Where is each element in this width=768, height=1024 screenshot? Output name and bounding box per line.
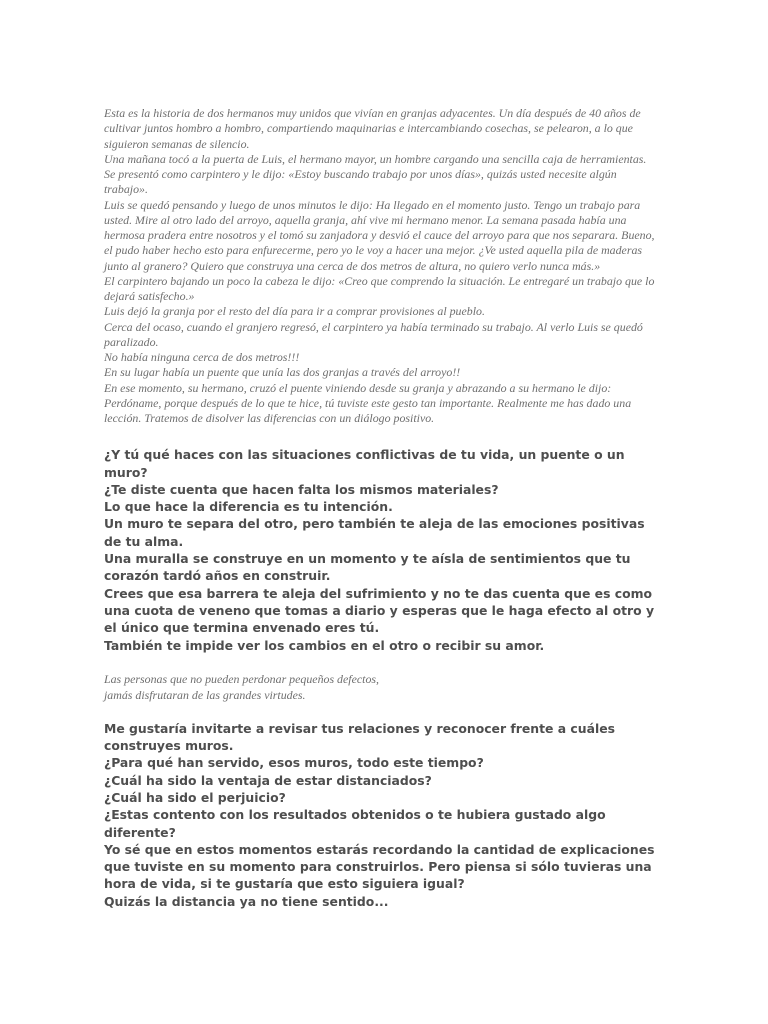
- invitation-line: Quizás la distancia ya no tiene sentido...: [104, 893, 389, 909]
- quote-block: [104, 671, 660, 703]
- reflection-questions: [104, 446, 660, 654]
- story-paragraph: Una mañana tocó a la puerta de Luis, el hermano mayor, un hombre cargando una sencilla caja de herramientas. Se presentó como carpintero y le dijo: «Estoy buscando trabajo por unos días», quizás usted necesite algún trabajo».: [104, 151, 647, 197]
- invitation-line: ¿Estas contento con los resultados obtenidos o te hubiera gustado algo diferente?: [104, 807, 606, 840]
- reflection-line: Crees que esa barrera te aleja del sufrimiento y no te das cuenta que es como una cuota de veneno que tomas a diario y esperas que le haga efecto al otro y el único que termina envenado eres tú.: [104, 585, 655, 636]
- reflection-line: Una muralla se construye en un momento y te aísla de sentimientos que tu corazón tardó años en construir.: [104, 551, 631, 584]
- invitation-line: ¿Cuál ha sido la ventaja de estar distanciados?: [104, 772, 432, 788]
- story-paragraph: En ese momento, su hermano, cruzó el puente viniendo desde su granja y abrazando a su hermano le dijo: Perdóname, porque después de lo que te hice, tú tuviste este gesto tan importante. Realmente me has dado una lección. Tratemos de disolver las diferencias con un diálogo positivo.: [104, 380, 632, 425]
- invitation-line: ¿Cuál ha sido el perjuicio?: [104, 790, 286, 805]
- reflection-line: ¿Te diste cuenta que hacen falta los mismos materiales?: [104, 481, 499, 497]
- story-paragraph: No había ninguna cerca de dos metros!!!: [104, 350, 300, 364]
- story-paragraph: Esta es la historia de dos hermanos muy unidos que vivían en granjas adyacentes. Un día después de 40 años de cultivar juntos hombro a hombro, compartiendo maquinarias e intercambiando cosechas, se pelearon, a lo que siguieron semanas de silencio.: [104, 106, 641, 151]
- document-page: [104, 106, 660, 910]
- story-paragraph: El carpintero bajando un poco la cabeza le dijo: «Creo que comprendo la situación. Le entregaré un trabajo que lo dejará satisfecho.»: [104, 273, 655, 303]
- reflection-line: Un muro te separa del otro, pero también te aleja de las emociones positivas de tu alma.: [104, 516, 645, 549]
- story-paragraph: Luis se quedó pensando y luego de unos minutos le dijo: Ha llegado en el momento justo. Tengo un trabajo para usted. Mire al otro lado del arroyo, aquella granja, ahí vive mi hermano menor. La semana pasada había una hermosa pradera entre nosotros y el tomó su zanjadora y desvió el cauce del arroyo para que nos separara. Bueno, el pudo haber hecho esto para enfurecerme, pero yo le voy a hacer una mejor. ¿Ve usted aquella pila de maderas junto al granero? Quiero que construya una cerca de dos metros de altura, no quiero verlo nunca más.»: [104, 197, 655, 273]
- reflection-line: ¿Y tú qué haces con las situaciones conflictivas de tu vida, un puente o un muro?: [104, 447, 625, 480]
- invitation-line: ¿Para qué han servido, esos muros, todo este tiempo?: [104, 755, 484, 771]
- story-paragraph: En su lugar había un puente que unía las dos granjas a través del arroyo!!: [104, 365, 461, 380]
- story-text: [104, 106, 660, 426]
- reflection-line: También te impide ver los cambios en el otro o recibir su amor.: [104, 637, 545, 653]
- quote-line: jamás disfrutaran de las grandes virtudes.: [104, 687, 306, 702]
- quote-line: Las personas que no pueden perdonar pequeños defectos,: [104, 671, 379, 686]
- invitation-questions: [104, 720, 660, 910]
- story-paragraph: Luis dejó la granja por el resto del día para ir a comprar provisiones al pueblo.: [104, 304, 485, 319]
- invitation-line: Yo sé que en estos momentos estarás recordando la cantidad de explicaciones que tuviste en su momento para construirlos. Pero piensa si sólo tuvieras una hora de vida, si te gustaría que esto siguiera igual?: [104, 841, 655, 892]
- story-paragraph: Cerca del ocaso, cuando el granjero regresó, el carpintero ya había terminado su trabajo. Al verlo Luis se quedó paralizado.: [104, 319, 643, 349]
- reflection-line: Lo que hace la diferencia es tu intención.: [104, 499, 393, 515]
- invitation-line: Me gustaría invitarte a revisar tus relaciones y reconocer frente a cuáles construyes muros.: [104, 720, 615, 754]
